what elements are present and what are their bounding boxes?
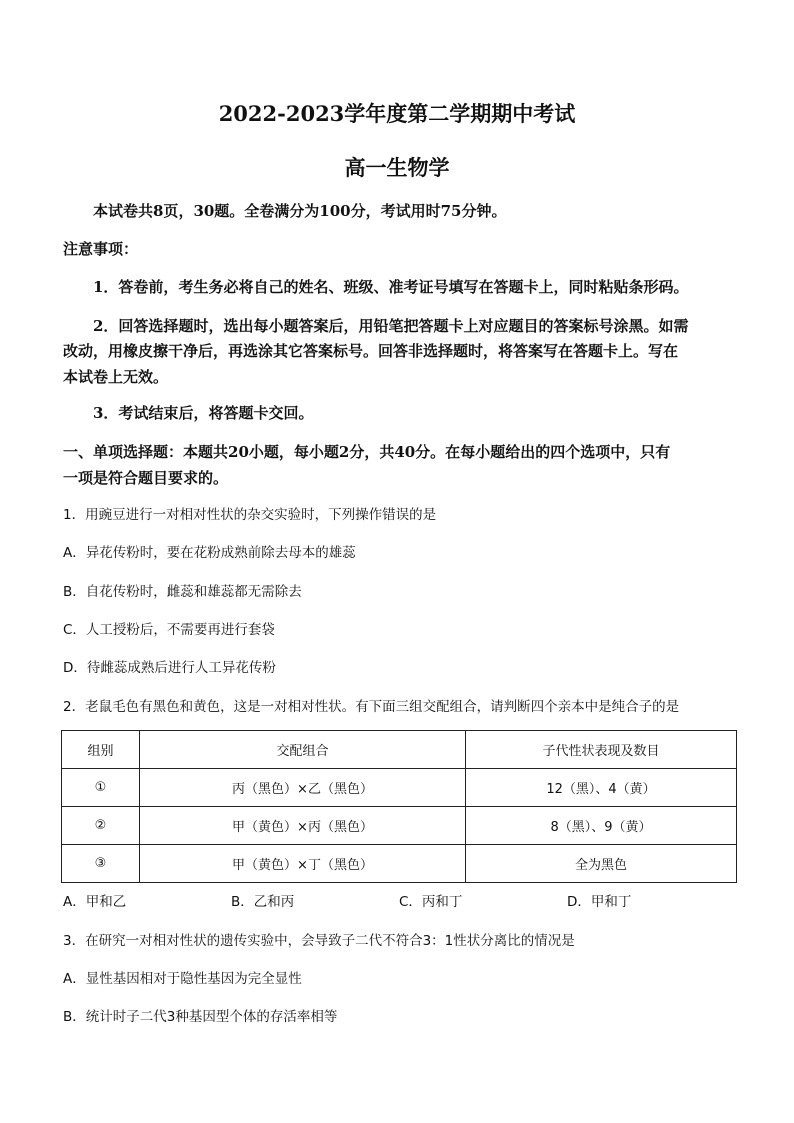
q2-option-d: D．甲和丁 [567, 894, 632, 910]
q2-stem: 2．老鼠毛色有黑色和黄色，这是一对相对性状。有下面三组交配组合，请判断四个亲本中是纯合子的是 [63, 699, 680, 715]
section-heading-line-1: 一、单项选择题：本题共20小题，每小题2分，共40分。在每小题给出的四个选项中，只有 [63, 443, 671, 461]
table-cell: ③ [62, 845, 140, 883]
q3-option-b: B．统计时子二代3种基因型个体的存活率相等 [63, 1009, 338, 1025]
table-header-cell: 交配组合 [140, 731, 466, 769]
table-row [62, 845, 737, 883]
notice-item-2-line-1: 2．回答选择题时，选出每小题答案后，用铅笔把答题卡上对应题目的答案标号涂黑。如需 [93, 317, 689, 335]
q2-options [63, 890, 735, 912]
table-row [62, 769, 737, 807]
q2-mating-table [61, 730, 737, 883]
table-cell: ① [62, 769, 140, 807]
table-cell: 全为黑色 [466, 845, 737, 883]
notice-item-2-line-3: 本试卷上无效。 [63, 368, 169, 386]
notice-heading: 注意事项： [63, 240, 139, 258]
subject-title: 高一生物学 [344, 155, 450, 180]
table-cell: 8（黑）、9（黄） [466, 807, 737, 845]
q1-option-a: A．异花传粉时，要在花粉成熟前除去母本的雄蕊 [63, 545, 356, 561]
notice-item-3: 3．考试结束后，将答题卡交回。 [93, 404, 314, 422]
exam-title: 2022-2023学年度第二学期期中考试 [218, 101, 576, 126]
table-header-row [62, 731, 737, 769]
q1-option-b: B．自花传粉时，雌蕊和雄蕊都无需除去 [63, 584, 302, 600]
section-heading-line-2: 一项是符合题目要求的。 [63, 469, 229, 487]
q3-stem: 3．在研究一对相对性状的遗传实验中，会导致子二代不符合3：1性状分离比的情况是 [63, 933, 575, 949]
table-cell: 甲（黄色）×丁（黑色） [140, 845, 466, 883]
table-cell: 12（黑）、4（黄） [466, 769, 737, 807]
notice-item-2-line-2: 改动，用橡皮擦干净后，再选涂其它答案标号。回答非选择题时，将答案写在答题卡上。写在 [63, 342, 679, 360]
q1-option-d: D．待雌蕊成熟后进行人工异花传粉 [63, 660, 276, 676]
table-cell: 甲（黄色）×丙（黑色） [140, 807, 466, 845]
table-header-cell: 组别 [62, 731, 140, 769]
table-header-cell: 子代性状表现及数目 [466, 731, 737, 769]
q3-option-a: A．显性基因相对于隐性基因为完全显性 [63, 971, 302, 987]
table-cell: 丙（黑色）×乙（黑色） [140, 769, 466, 807]
q2-option-a: A．甲和乙 [63, 894, 127, 910]
notice-item-1: 1．答卷前，考生务必将自己的姓名、班级、准考证号填写在答题卡上，同时粘贴条形码。 [93, 278, 689, 296]
q1-option-c: C．人工授粉后，不需要再进行套袋 [63, 622, 275, 638]
q2-option-b: B．乙和丙 [231, 894, 295, 910]
q2-option-c: C．丙和丁 [399, 894, 463, 910]
table-row [62, 807, 737, 845]
table-cell: ② [62, 807, 140, 845]
q1-stem: 1．用豌豆进行一对相对性状的杂交实验时，下列操作错误的是 [63, 507, 437, 523]
intro-text: 本试卷共8页，30题。全卷满分为100分，考试用时75分钟。 [93, 202, 507, 220]
